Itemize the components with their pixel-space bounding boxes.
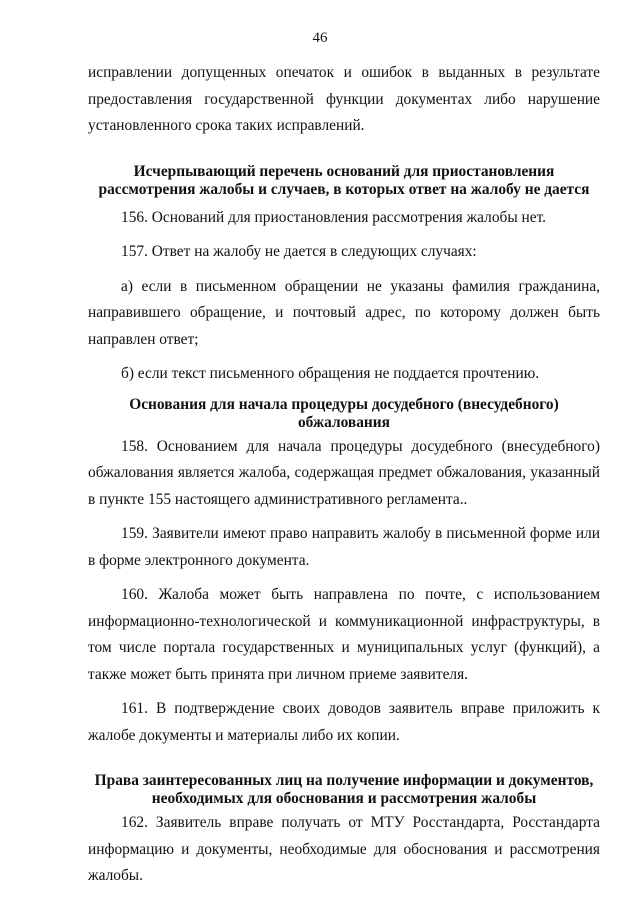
page-number: 46 bbox=[312, 30, 328, 46]
list-item-b: б) если текст письменного обращения не поддается прочтению. bbox=[121, 365, 540, 382]
paragraph-161: 161. В подтверждение своих доводов заявитель вправе приложить к жалобе документы и материалы либо их копии. bbox=[88, 700, 600, 744]
section-heading-rights: Права заинтересованных лиц на получение информации и документов, необходимых для обоснования и рассмотрения жалобы bbox=[94, 772, 594, 807]
section-heading-grounds: Основания для начала процедуры досудебного (внесудебного) обжалования bbox=[129, 395, 559, 431]
list-item-a: а) если в письменном обращении не указаны фамилия гражданина, направившего обращение, и почтовый адрес, по которому должен быть направлен ответ; bbox=[88, 277, 600, 348]
section-heading-suspension: Исчерпывающий перечень оснований для приостановления рассмотрения жалобы и случаев, в которых ответ на жалобу не дается bbox=[98, 162, 590, 198]
intro-paragraph: исправлении допущенных опечаток и ошибок в выданных в результате предоставления государственной функции документах либо нарушение установленного срока таких исправлений. bbox=[88, 64, 600, 134]
page-content bbox=[88, 60, 600, 890]
paragraph-160: 160. Жалоба может быть направлена по почте, с использованием информационно-технологической и коммуникационной инфраструктуры, в том числе портала государственных и муниципальных услуг (функций), а также может быть принята при личном приеме заявителя. bbox=[88, 586, 600, 683]
paragraph-162: 162. Заявитель вправе получать от МТУ Росстандарта, Росстандарта информацию и документы, необходимые для обоснования и рассмотрения жалобы. bbox=[88, 814, 600, 884]
paragraph-158: 158. Основанием для начала процедуры досудебного (внесудебного) обжалования является жалоба, содержащая предмет обжалования, указанный в пункте 155 настоящего административного регламента.. bbox=[88, 437, 600, 508]
paragraph-157: 157. Ответ на жалобу не дается в следующих случаях: bbox=[121, 243, 477, 260]
paragraph-159: 159. Заявители имеют право направить жалобу в письменной форме или в форме электронного документа. bbox=[88, 525, 600, 569]
paragraph-156: 156. Оснований для приостановления рассмотрения жалобы нет. bbox=[121, 208, 547, 226]
